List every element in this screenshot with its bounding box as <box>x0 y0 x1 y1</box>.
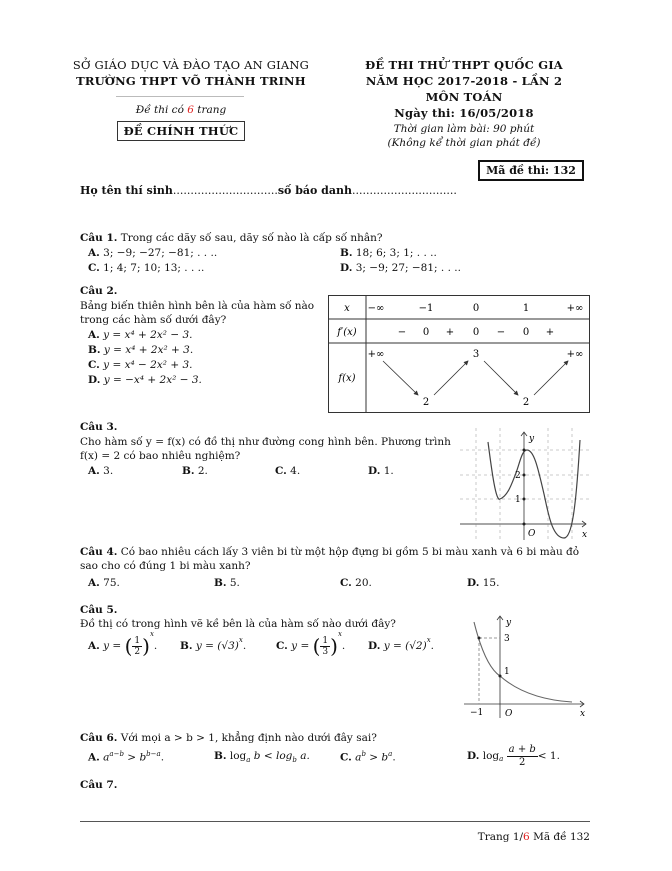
school-year: NĂM HỌC 2017-2018 - LẦN 2 <box>365 74 563 88</box>
question-5-label: Câu 5. <box>80 604 118 616</box>
question-text: Trong các dãy số sau, dãy số nào là cấp số nhân? <box>120 232 383 244</box>
exponent: a <box>388 750 393 758</box>
option-label: B. <box>88 344 101 356</box>
option-label: A. <box>88 329 100 341</box>
increase-arrow <box>534 361 568 395</box>
option-text: log <box>482 750 500 762</box>
q3-option-d[interactable] <box>368 465 394 477</box>
option-label: C. <box>340 577 352 589</box>
option-label: A. <box>88 465 100 477</box>
fprime-sign: + <box>545 327 555 338</box>
f-value: +∞ <box>367 349 385 360</box>
q6-option-b[interactable] <box>214 750 310 764</box>
subscript: a <box>246 756 251 765</box>
fraction-denominator: 2 <box>134 646 141 657</box>
question-3-label: Câu 3. <box>80 421 118 433</box>
x-value: +∞ <box>566 303 584 314</box>
candidate-id-field[interactable]: .............................. <box>352 184 457 197</box>
option-text: 1. <box>383 465 394 477</box>
option-text: 75. <box>103 577 120 589</box>
option-label: B. <box>182 465 195 477</box>
q5-option-b[interactable]: B. y = (√3) $^x$ . <box>180 636 247 652</box>
question-7-label: Câu 7. <box>80 779 118 791</box>
department-name: SỞ GIÁO DỤC VÀ ĐÀO TẠO AN GIANG <box>72 58 310 72</box>
tick-label: 1 <box>515 495 521 505</box>
official-exam-badge: ĐỀ CHÍNH THỨC <box>117 121 245 141</box>
tick-label: 1 <box>504 667 510 677</box>
subscript: b <box>292 756 297 765</box>
page-count-note <box>96 104 266 116</box>
origin-label: O <box>505 709 513 718</box>
option-text: 3; −9; 27; −81; . . .. <box>355 262 461 274</box>
question-2-label: Câu 2. <box>80 285 118 297</box>
exponent: x <box>426 636 431 644</box>
y-axis-label: y <box>529 434 535 444</box>
option-label: C. <box>275 465 287 477</box>
exponent: x <box>238 636 243 644</box>
row-f-label: f(x) <box>338 373 356 384</box>
option-text: 2. <box>197 465 208 477</box>
fraction-numerator: 1 <box>322 635 329 646</box>
option-label: B. <box>340 247 353 259</box>
tick-label: 2 <box>515 471 521 481</box>
operator: > <box>123 751 140 764</box>
option-label: A. <box>88 640 100 652</box>
option-text: b <box>381 751 389 764</box>
school-name: TRƯỜNG THPT VÕ THÀNH TRINH <box>76 74 306 88</box>
option-text: log <box>229 750 247 762</box>
option-label: D. <box>368 640 381 652</box>
option-text: y = (√3) <box>195 640 239 652</box>
exponent: b <box>361 750 366 758</box>
q4-option-b[interactable] <box>214 577 240 589</box>
exponent: x <box>149 630 154 638</box>
q5-option-c[interactable]: C. y = ( $\frac{1}{3}$ ) $^x$ . <box>276 630 346 658</box>
candidate-name-label: Họ tên thí sinh <box>80 184 173 197</box>
option-label: B. <box>180 640 193 652</box>
option-label: C. <box>276 640 288 652</box>
footer-divider <box>80 821 590 822</box>
option-label: D. <box>368 465 381 477</box>
question-label: Câu 6. <box>80 732 118 744</box>
question-3-text: Cho hàm số y = f(x) có đồ thị như đường cong hình bên. Phương trình f(x) = 2 có bao nhiêu nghiệm? <box>80 436 451 462</box>
duration-note: (Không kể thời gian phát đề) <box>387 137 541 149</box>
question-4 <box>80 545 600 573</box>
origin-label: O <box>528 529 536 539</box>
q6-option-a[interactable]: A. $a^{a-b} > b^{b-a}$. <box>88 750 165 764</box>
page-number: Trang 1/ <box>477 831 524 843</box>
function-curve <box>488 440 580 538</box>
q2-option-b[interactable] <box>88 344 193 356</box>
q1-option-c[interactable] <box>88 262 204 274</box>
question-text: Với mọi a > b > 1, khẳng định nào dưới đây sai? <box>120 732 377 744</box>
q1-option-b[interactable] <box>340 247 437 259</box>
option-text: y = x⁴ + 2x² − 3. <box>103 329 193 341</box>
q6-option-c[interactable]: C. $a^b > b^a$. <box>340 750 396 764</box>
option-text: y = <box>103 640 122 652</box>
question-label: Câu 4. <box>80 546 118 558</box>
question-1 <box>80 231 600 245</box>
operator: > <box>365 751 382 764</box>
f-value: 2 <box>422 397 430 408</box>
q2-option-a[interactable] <box>88 329 192 341</box>
option-text: a <box>355 751 362 764</box>
q6-option-d[interactable] <box>467 741 560 771</box>
option-label: C. <box>340 751 352 764</box>
option-text: a <box>103 751 110 764</box>
exponential-curve <box>474 622 572 702</box>
q3-option-b[interactable] <box>182 465 208 477</box>
option-label: A. <box>88 751 100 764</box>
exam-code-box: Mã đề thi: 132 <box>478 160 584 181</box>
exponent: b−a <box>146 750 161 758</box>
fprime-sign: 0 <box>422 327 430 338</box>
x-axis-label: x <box>580 709 586 718</box>
variation-table <box>328 295 590 413</box>
option-text: y = (√2) <box>383 640 427 652</box>
option-text: y = x⁴ + 2x² + 3. <box>103 344 194 356</box>
increase-arrow <box>434 361 468 395</box>
exam-date: Ngày thi: 16/05/2018 <box>394 106 534 120</box>
q1-option-d[interactable] <box>340 262 461 274</box>
option-text: a. <box>296 750 310 762</box>
option-text: 18; 6; 3; 1; . . .. <box>355 247 437 259</box>
decrease-arrow <box>383 361 418 395</box>
option-text: 15. <box>482 577 500 589</box>
option-label: C. <box>88 262 100 274</box>
q3-option-c[interactable] <box>275 465 300 477</box>
option-label: D. <box>340 262 353 274</box>
option-label: B. <box>214 577 227 589</box>
candidate-info-line <box>80 184 600 197</box>
option-text: y = x⁴ − 2x² + 3. <box>103 359 193 371</box>
footer-exam-code: Mã đề 132 <box>533 831 590 843</box>
option-label: D. <box>467 750 480 762</box>
option-text: b < log <box>250 750 293 762</box>
q2-option-c[interactable] <box>88 359 192 371</box>
y-axis-label: y <box>506 618 512 628</box>
q4-option-a[interactable] <box>88 577 120 589</box>
q5-option-d[interactable]: D. y = (√2) $^x$ . <box>368 636 435 652</box>
option-label: D. <box>88 374 101 386</box>
fprime-sign: − <box>397 327 407 338</box>
page-footer <box>478 831 590 843</box>
row-fprime-label: f′(x) <box>337 327 357 338</box>
tick-label: −1 <box>470 708 484 718</box>
fprime-sign: 0 <box>472 327 480 338</box>
candidate-id-label: số báo danh <box>277 184 352 197</box>
decrease-arrow <box>484 361 518 395</box>
page-count-suffix: trang <box>197 104 227 116</box>
fraction-numerator: 1 <box>134 635 141 646</box>
exponent: x <box>337 630 342 638</box>
candidate-name-field[interactable]: .............................. <box>172 184 278 197</box>
f-value: 3 <box>472 349 480 360</box>
option-text: 1; 4; 7; 10; 13; . . .. <box>103 262 205 274</box>
option-label: A. <box>88 247 100 259</box>
q4-option-c[interactable] <box>340 577 372 589</box>
question-5-text: Đồ thị có trong hình vẽ kề bên là của hàm số nào dưới đây? <box>80 618 396 630</box>
fraction-numerator: a + b <box>508 743 536 755</box>
f-value: 2 <box>522 397 530 408</box>
option-text: 5. <box>229 577 240 589</box>
option-label: B. <box>214 750 227 762</box>
question-2-text: Bảng biến thiên hình bên là của hàm số nào trong các hàm số dưới đây? <box>80 300 315 326</box>
option-text: < 1. <box>537 750 560 762</box>
option-label: A. <box>88 577 100 589</box>
option-text: y = <box>291 640 310 652</box>
exam-title: ĐỀ THI THỬ THPT QUỐC GIA <box>365 58 563 72</box>
subscript: a <box>499 755 504 763</box>
option-text: b <box>139 751 147 764</box>
fprime-sign: − <box>496 327 506 338</box>
x-value: −∞ <box>367 303 385 314</box>
page-count-prefix: Đề thi có <box>135 104 184 116</box>
q1-option-a[interactable] <box>88 247 217 259</box>
x-value: −1 <box>418 303 434 314</box>
fraction-denominator: 2 <box>519 756 526 768</box>
fraction-denominator: 3 <box>322 646 329 657</box>
option-text: 3; −9; −27; −81; . . .. <box>103 247 218 259</box>
subject: MÔN TOÁN <box>425 90 503 104</box>
option-text: y = −x⁴ + 2x² − 3. <box>103 374 202 386</box>
q3-option-a[interactable] <box>88 465 113 477</box>
exam-duration: Thời gian làm bài: 90 phút <box>393 123 535 135</box>
option-label: C. <box>88 359 100 371</box>
fprime-sign: 0 <box>522 327 530 338</box>
header-divider <box>116 96 244 97</box>
x-axis-label: x <box>582 530 588 540</box>
q4-option-d[interactable] <box>467 577 499 589</box>
x-value: 0 <box>472 303 480 314</box>
exponent: a−b <box>109 750 124 758</box>
option-text: 4. <box>290 465 301 477</box>
tick-label: 3 <box>504 634 510 644</box>
q2-option-d[interactable] <box>88 374 202 386</box>
f-value: +∞ <box>566 349 584 360</box>
option-label: D. <box>467 577 480 589</box>
page-count-number: 6 <box>187 104 194 116</box>
row-x-label: x <box>344 303 350 314</box>
option-text: 3. <box>103 465 114 477</box>
x-value: 1 <box>522 303 530 314</box>
q5-option-a[interactable]: A. y = ( $\frac{1}{2}$ ) $^x$ . <box>88 630 158 658</box>
question-label: Câu 1. <box>80 232 118 244</box>
question-text: Có bao nhiêu cách lấy 3 viên bi từ một hộp đựng bi gồm 5 bi màu xanh và 6 bi màu đỏ sao cho có đúng 1 bi màu xanh? <box>80 546 580 572</box>
q5-function-graph <box>460 612 590 718</box>
fprime-sign: + <box>445 327 455 338</box>
option-text: 20. <box>355 577 372 589</box>
q3-function-graph <box>460 428 590 540</box>
page-total: 6 <box>523 831 530 843</box>
